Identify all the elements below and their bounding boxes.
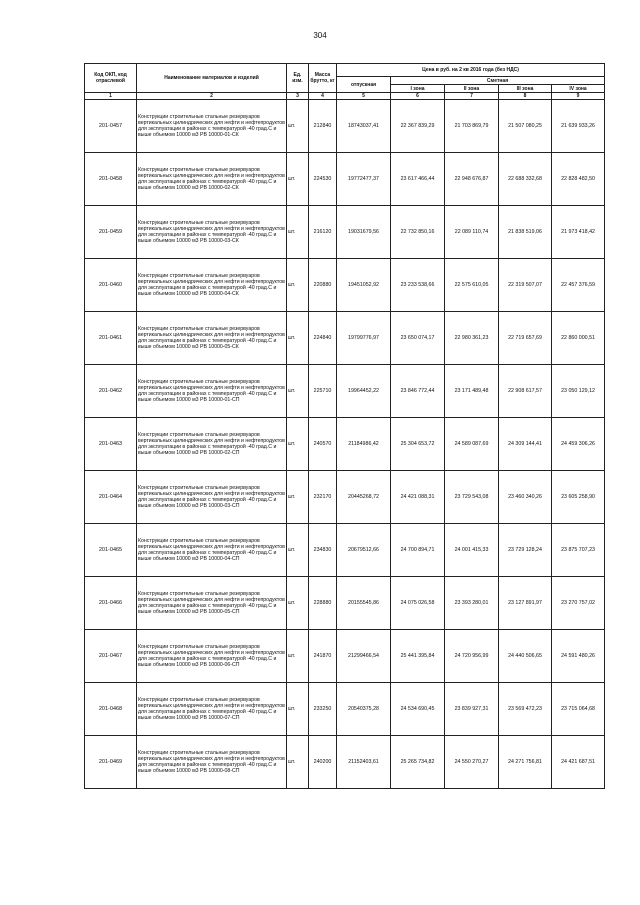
row-zone-3-price: 23 460 340,26 — [499, 471, 552, 524]
header-estimate: Сметная — [391, 77, 605, 85]
row-name: Конструкции строительные стальные резервуаров вертикальных цилиндрических для нефти и нефтепродуктов для эксплуатации в районах с температурой -40 град.С и выше объемом 10000 м3 РВ 10000-06-СП — [137, 630, 287, 683]
row-zone-2-price: 21 703 869,79 — [445, 100, 499, 153]
row-zone-2-price: 23 839 927,31 — [445, 683, 499, 736]
header-zone-4: IV зона — [552, 85, 605, 93]
row-mass: 241870 — [309, 630, 337, 683]
row-zone-1-price: 22 367 839,29 — [391, 100, 445, 153]
row-unit: шт. — [287, 259, 309, 312]
row-unit: шт. — [287, 736, 309, 789]
header-unit: Ед. изм. — [287, 64, 309, 93]
row-zone-4-price: 23 875 707,23 — [552, 524, 605, 577]
row-zone-2-price: 22 575 610,05 — [445, 259, 499, 312]
row-release-price: 21184986,42 — [337, 418, 391, 471]
row-zone-1-price: 23 617 466,44 — [391, 153, 445, 206]
col-number: 9 — [552, 93, 605, 100]
row-code: 201-0463 — [85, 418, 137, 471]
row-mass: 240570 — [309, 418, 337, 471]
row-zone-4-price: 24 591 480,26 — [552, 630, 605, 683]
table-row — [85, 736, 605, 789]
table-row — [85, 471, 605, 524]
price-table — [84, 63, 605, 789]
row-unit: шт. — [287, 365, 309, 418]
column-numbers-row — [85, 93, 605, 100]
table-row — [85, 259, 605, 312]
row-release-price: 19964452,22 — [337, 365, 391, 418]
row-name: Конструкции строительные стальные резервуаров вертикальных цилиндрических для нефти и нефтепродуктов для эксплуатации в районах с температурой -40 град.С и выше объемом 10000 м3 РВ 10000-03-СК — [137, 206, 287, 259]
header-zone-3: III зона — [499, 85, 552, 93]
row-zone-1-price: 25 304 653,72 — [391, 418, 445, 471]
table-row — [85, 630, 605, 683]
row-code: 201-0464 — [85, 471, 137, 524]
row-zone-3-price: 23 569 472,23 — [499, 683, 552, 736]
row-unit: шт. — [287, 418, 309, 471]
table-row — [85, 206, 605, 259]
table-row — [85, 577, 605, 630]
row-name: Конструкции строительные стальные резервуаров вертикальных цилиндрических для нефти и нефтепродуктов для эксплуатации в районах с температурой -40 град.С и выше объемом 10000 м3 РВ 10000-05-СК — [137, 312, 287, 365]
row-zone-4-price: 24 459 306,26 — [552, 418, 605, 471]
row-zone-1-price: 25 265 734,82 — [391, 736, 445, 789]
row-name: Конструкции строительные стальные резервуаров вертикальных цилиндрических для нефти и нефтепродуктов для эксплуатации в районах с температурой -40 град.С и выше объемом 10000 м3 РВ 10000-04-СК — [137, 259, 287, 312]
row-zone-1-price: 22 732 850,16 — [391, 206, 445, 259]
row-code: 201-0461 — [85, 312, 137, 365]
row-zone-4-price: 21 973 418,42 — [552, 206, 605, 259]
row-code: 201-0465 — [85, 524, 137, 577]
row-release-price: 20540375,28 — [337, 683, 391, 736]
row-name: Конструкции строительные стальные резервуаров вертикальных цилиндрических для нефти и нефтепродуктов для эксплуатации в районах с температурой -40 град.С и выше объемом 10000 м3 РВ 10000-01-СК — [137, 100, 287, 153]
row-zone-1-price: 24 421 088,31 — [391, 471, 445, 524]
row-code: 201-0460 — [85, 259, 137, 312]
row-code: 201-0458 — [85, 153, 137, 206]
row-name: Конструкции строительные стальные резервуаров вертикальных цилиндрических для нефти и нефтепродуктов для эксплуатации в районах с температурой -40 град.С и выше объемом 10000 м3 РВ 10000-02-СК — [137, 153, 287, 206]
row-mass: 225710 — [309, 365, 337, 418]
page-number: 304 — [313, 31, 327, 40]
row-zone-2-price: 23 393 280,01 — [445, 577, 499, 630]
row-mass: 220880 — [309, 259, 337, 312]
table-row — [85, 312, 605, 365]
col-number: 3 — [287, 93, 309, 100]
row-zone-3-price: 23 127 891,97 — [499, 577, 552, 630]
row-code: 201-0468 — [85, 683, 137, 736]
row-name: Конструкции строительные стальные резервуаров вертикальных цилиндрических для нефти и нефтепродуктов для эксплуатации в районах с температурой -40 град.С и выше объемом 10000 м3 РВ 10000-02-СП — [137, 418, 287, 471]
row-unit: шт. — [287, 206, 309, 259]
row-zone-3-price: 24 271 756,81 — [499, 736, 552, 789]
row-release-price: 18743037,41 — [337, 100, 391, 153]
row-zone-4-price: 23 270 757,02 — [552, 577, 605, 630]
row-zone-3-price: 22 319 507,07 — [499, 259, 552, 312]
row-zone-4-price: 23 715 064,68 — [552, 683, 605, 736]
row-mass: 224530 — [309, 153, 337, 206]
row-name: Конструкции строительные стальные резервуаров вертикальных цилиндрических для нефти и нефтепродуктов для эксплуатации в районах с температурой -40 град.С и выше объемом 10000 м3 РВ 10000-08-СП — [137, 736, 287, 789]
row-zone-1-price: 25 441 395,84 — [391, 630, 445, 683]
row-name: Конструкции строительные стальные резервуаров вертикальных цилиндрических для нефти и нефтепродуктов для эксплуатации в районах с температурой -40 град.С и выше объемом 10000 м3 РВ 10000-05-СП — [137, 577, 287, 630]
row-name: Конструкции строительные стальные резервуаров вертикальных цилиндрических для нефти и нефтепродуктов для эксплуатации в районах с температурой -40 град.С и выше объемом 10000 м3 РВ 10000-03-СП — [137, 471, 287, 524]
row-code: 201-0466 — [85, 577, 137, 630]
header-release: отпускная — [337, 77, 391, 93]
row-mass: 224840 — [309, 312, 337, 365]
row-code: 201-0469 — [85, 736, 137, 789]
row-zone-2-price: 24 589 087,69 — [445, 418, 499, 471]
row-unit: шт. — [287, 100, 309, 153]
row-zone-2-price: 24 720 956,99 — [445, 630, 499, 683]
row-zone-3-price: 22 908 617,57 — [499, 365, 552, 418]
table-row — [85, 100, 605, 153]
row-zone-2-price: 22 948 676,87 — [445, 153, 499, 206]
row-zone-4-price: 23 050 129,12 — [552, 365, 605, 418]
row-zone-3-price: 22 719 657,69 — [499, 312, 552, 365]
row-zone-1-price: 23 650 074,17 — [391, 312, 445, 365]
row-zone-4-price: 22 457 376,59 — [552, 259, 605, 312]
row-release-price: 21152403,61 — [337, 736, 391, 789]
row-release-price: 20679512,66 — [337, 524, 391, 577]
header-zone-2: II зона — [445, 85, 499, 93]
row-zone-2-price: 22 089 110,74 — [445, 206, 499, 259]
row-release-price: 19031679,56 — [337, 206, 391, 259]
col-number: 2 — [137, 93, 287, 100]
row-unit: шт. — [287, 630, 309, 683]
row-zone-3-price: 21 838 519,06 — [499, 206, 552, 259]
row-zone-3-price: 22 688 332,68 — [499, 153, 552, 206]
row-mass: 212840 — [309, 100, 337, 153]
row-unit: шт. — [287, 683, 309, 736]
row-zone-3-price: 24 309 144,41 — [499, 418, 552, 471]
row-release-price: 20445268,72 — [337, 471, 391, 524]
row-zone-3-price: 24 440 506,65 — [499, 630, 552, 683]
row-zone-1-price: 24 075 026,58 — [391, 577, 445, 630]
table-body — [85, 100, 605, 789]
row-zone-4-price: 22 828 482,50 — [552, 153, 605, 206]
row-code: 201-0462 — [85, 365, 137, 418]
header-code: Код ОКП, код отраслевой — [85, 64, 137, 93]
row-mass: 234830 — [309, 524, 337, 577]
header-name: Наименование материалов и изделий — [137, 64, 287, 93]
row-zone-3-price: 21 507 080,25 — [499, 100, 552, 153]
row-zone-4-price: 21 639 933,26 — [552, 100, 605, 153]
row-release-price: 21299466,54 — [337, 630, 391, 683]
row-zone-1-price: 24 534 690,45 — [391, 683, 445, 736]
row-zone-2-price: 24 550 270,27 — [445, 736, 499, 789]
row-mass: 216120 — [309, 206, 337, 259]
row-zone-4-price: 24 421 687,51 — [552, 736, 605, 789]
col-number: 4 — [309, 93, 337, 100]
row-mass: 240200 — [309, 736, 337, 789]
row-unit: шт. — [287, 524, 309, 577]
table-row — [85, 524, 605, 577]
col-number: 7 — [445, 93, 499, 100]
row-zone-2-price: 23 171 489,48 — [445, 365, 499, 418]
row-unit: шт. — [287, 577, 309, 630]
col-number: 8 — [499, 93, 552, 100]
row-unit: шт. — [287, 153, 309, 206]
row-unit: шт. — [287, 312, 309, 365]
col-number: 6 — [391, 93, 445, 100]
row-zone-1-price: 24 700 894,71 — [391, 524, 445, 577]
row-name: Конструкции строительные стальные резервуаров вертикальных цилиндрических для нефти и нефтепродуктов для эксплуатации в районах с температурой -40 град.С и выше объемом 10000 м3 РВ 10000-01-СП — [137, 365, 287, 418]
row-zone-1-price: 23 846 772,44 — [391, 365, 445, 418]
row-code: 201-0457 — [85, 100, 137, 153]
row-name: Конструкции строительные стальные резервуаров вертикальных цилиндрических для нефти и нефтепродуктов для эксплуатации в районах с температурой -40 град.С и выше объемом 10000 м3 РВ 10000-07-СП — [137, 683, 287, 736]
header-price: Цена в руб. на 2 кв 2016 года (без НДС) — [337, 64, 605, 77]
col-number: 5 — [337, 93, 391, 100]
row-mass: 232170 — [309, 471, 337, 524]
row-zone-4-price: 22 860 000,51 — [552, 312, 605, 365]
table-row — [85, 153, 605, 206]
row-zone-1-price: 23 233 538,66 — [391, 259, 445, 312]
row-release-price: 20155545,86 — [337, 577, 391, 630]
row-release-price: 19772477,37 — [337, 153, 391, 206]
row-name: Конструкции строительные стальные резервуаров вертикальных цилиндрических для нефти и нефтепродуктов для эксплуатации в районах с температурой -40 град.С и выше объемом 10000 м3 РВ 10000-04-СП — [137, 524, 287, 577]
row-code: 201-0459 — [85, 206, 137, 259]
row-mass: 233250 — [309, 683, 337, 736]
row-unit: шт. — [287, 471, 309, 524]
row-zone-2-price: 24 001 415,33 — [445, 524, 499, 577]
header-mass: Масса брутто, кг — [309, 64, 337, 93]
row-code: 201-0467 — [85, 630, 137, 683]
col-number: 1 — [85, 93, 137, 100]
header-zone-1: I зона — [391, 85, 445, 93]
table-header — [85, 64, 605, 100]
row-zone-3-price: 23 729 128,24 — [499, 524, 552, 577]
row-release-price: 19451052,92 — [337, 259, 391, 312]
row-release-price: 19799776,97 — [337, 312, 391, 365]
row-zone-2-price: 22 980 361,23 — [445, 312, 499, 365]
row-zone-4-price: 23 605 258,90 — [552, 471, 605, 524]
table-row — [85, 683, 605, 736]
row-mass: 228880 — [309, 577, 337, 630]
table-row — [85, 365, 605, 418]
row-zone-2-price: 23 729 543,08 — [445, 471, 499, 524]
table-row — [85, 418, 605, 471]
